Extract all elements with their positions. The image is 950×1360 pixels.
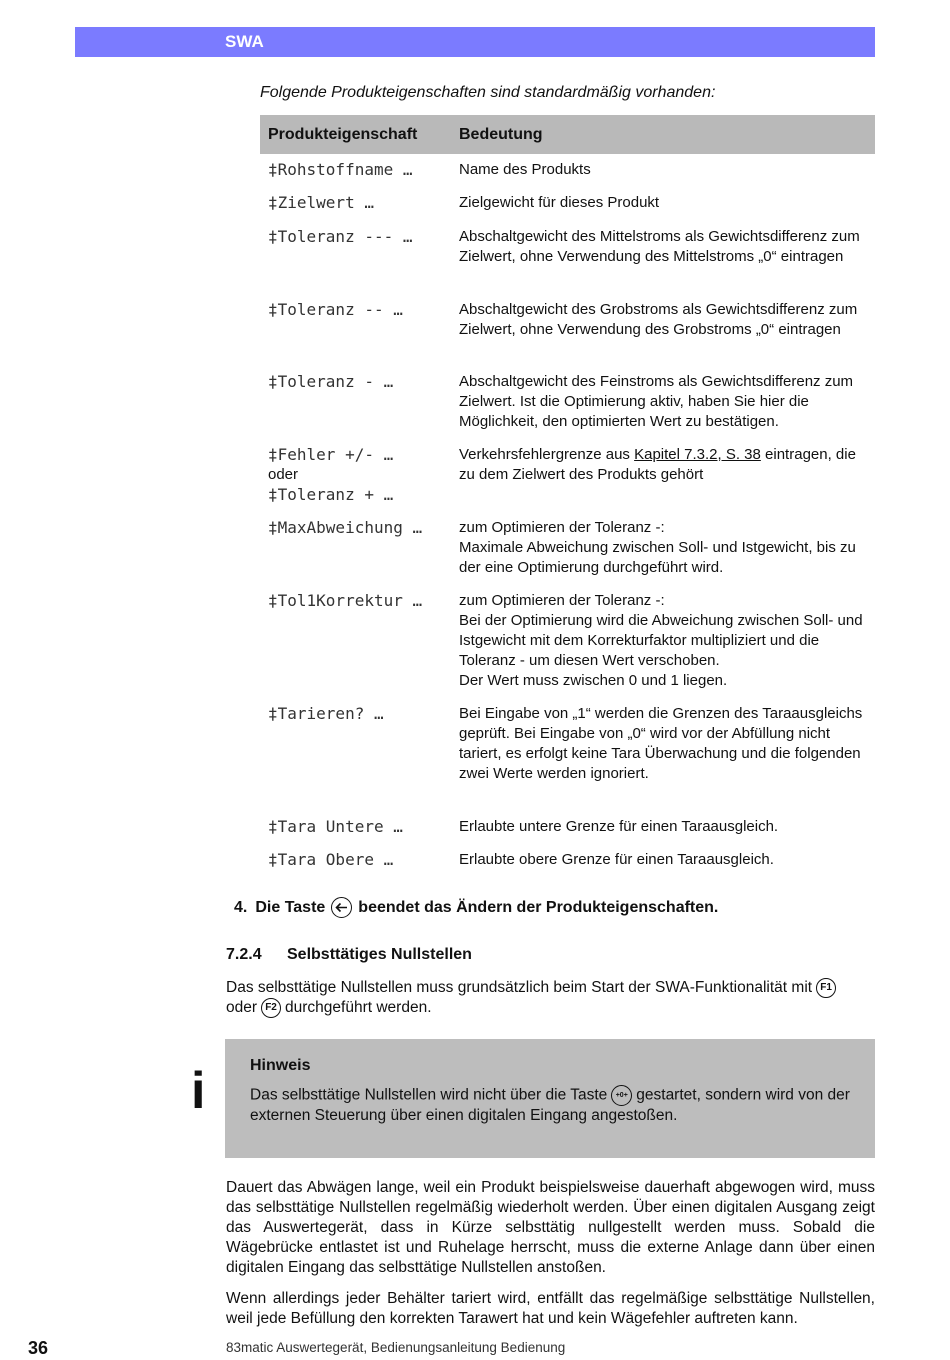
paragraph-abwaegen: Dauert das Abwägen lange, weil ein Produkt beispielsweise dauerhaft abgewogen wird, muss das selbsttätige Nullstellen regelmäßig wiederholt werden. Über einen digitalen Ausgang zeigt das Auswertegerät, dass in Kürze selbsttätig nullgestellt werden muss. Sobald die Wägebrücke entlastet ist und Ruhelage herrscht, muss die externe Anlage dann über einen digitalen Eingang das selbsttätige Nullstellen anstoßen. <box>226 1179 875 1276</box>
property-name: ‡MaxAbweichung … <box>268 518 423 537</box>
meaning-line: zum Optimieren der Toleranz -: <box>459 519 665 536</box>
property-meaning <box>459 591 875 691</box>
step-text-before: Die Taste <box>255 898 326 916</box>
back-arrow-key-icon <box>331 897 352 918</box>
meaning-line: zum Optimieren der Toleranz -: <box>459 592 665 609</box>
section-header-bar <box>75 27 875 57</box>
property-name-alt: ‡Toleranz + … <box>268 485 394 504</box>
zero-key-icon: +0+ <box>611 1085 632 1106</box>
property-meaning: Erlaubte untere Grenze für einen Taraausgleich. <box>459 818 779 835</box>
property-name-primary: ‡Fehler +/- … <box>268 445 394 464</box>
paragraph-tariert: Wenn allerdings jeder Behälter tariert wird, entfällt das regelmäßige selbsttätige Nullstellen, weil jede Befüllung den korrekten Tarawert hat und kein Wägefehler auftreten kann. <box>226 1290 875 1327</box>
property-name: ‡Tol1Korrektur … <box>268 591 423 610</box>
property-or: oder <box>268 466 299 483</box>
paragraph-nullstellen <box>226 978 876 1018</box>
table-row <box>260 591 875 691</box>
table-row <box>260 300 875 340</box>
paragraph-text: oder <box>226 999 258 1017</box>
table-row <box>260 372 875 432</box>
section-number: 7.2.4 <box>226 946 262 963</box>
chapter-link[interactable]: Kapitel 7.3.2, S. 38 <box>634 446 761 463</box>
property-name: ‡Zielwert … <box>268 193 374 212</box>
property-meaning: Zielgewicht für dieses Produkt <box>459 194 660 211</box>
note-text <box>250 1085 850 1126</box>
footer-text: 83matic Auswertegerät, Bedienungsanleitung Bedienung <box>226 1340 566 1355</box>
table-row <box>260 445 875 505</box>
property-name: ‡Tara Obere … <box>268 850 394 869</box>
property-meaning: Abschaltgewicht des Grobstroms als Gewichtsdifferenz zum Zielwert, ohne Verwendung des Grobstroms „0“ eintragen <box>459 301 858 338</box>
note-text-part: gestartet, sondern wird von der externen Steuerung über einen digitalen Eingang angestoßen. <box>250 1086 850 1124</box>
note-title: Hinweis <box>250 1057 311 1074</box>
property-name: ‡Tarieren? … <box>268 704 384 723</box>
table-row <box>260 704 875 784</box>
table-header <box>260 115 875 154</box>
properties-table <box>260 115 875 869</box>
table-row <box>260 227 875 267</box>
property-name: ‡Tara Untere … <box>268 817 403 836</box>
property-meaning: Bei Eingabe von „1“ werden die Grenzen des Taraausgleichs geprüft. Bei Eingabe von „0“ wird vor der Abfüllung nicht tariert, es erfolgt keine Tara Überwachung und die folgenden zwei Werte werden ignoriert. <box>459 705 863 782</box>
property-meaning <box>459 445 875 505</box>
info-icon: i <box>191 1062 206 1120</box>
header-property: Produkteigenschaft <box>268 125 418 143</box>
property-name: ‡Toleranz - … <box>268 372 394 391</box>
f1-key-icon: F1 <box>816 978 836 998</box>
note-box <box>225 1039 875 1158</box>
meaning-text: eintragen, die zu dem Zielwert des Produkts gehört <box>459 446 856 483</box>
step-4 <box>234 897 718 918</box>
meaning-line: Der Wert muss zwischen 0 und 1 liegen. <box>459 672 728 689</box>
intro-text: Folgende Produkteigenschaften sind standardmäßig vorhanden: <box>260 84 716 101</box>
property-meaning <box>459 518 875 578</box>
page-number: 36 <box>28 1338 49 1358</box>
property-name <box>260 445 459 505</box>
header-meaning: Bedeutung <box>459 125 543 143</box>
step-text-after: beendet das Ändern der Produkteigenschaften. <box>358 898 719 916</box>
property-name: ‡Rohstoffname … <box>268 160 413 179</box>
property-meaning: Abschaltgewicht des Mittelstroms als Gewichtsdifferenz zum Zielwert, ohne Verwendung des Mittelstroms „0“ eintragen <box>459 228 860 265</box>
property-meaning: Name des Produkts <box>459 161 591 178</box>
table-row <box>260 850 875 870</box>
table-row <box>260 518 875 578</box>
property-name: ‡Toleranz --- … <box>268 227 413 246</box>
section-header-title: SWA <box>225 32 264 51</box>
table-row <box>260 817 875 837</box>
meaning-line: Bei der Optimierung wird die Abweichung zwischen Soll- und Istgewicht mit dem Korrekturfaktor multipliziert und die Toleranz - um diesen Wert verschoben. <box>459 612 863 669</box>
table-row <box>260 193 875 213</box>
paragraph-text: durchgeführt werden. <box>285 999 432 1017</box>
step-number: 4. <box>234 898 248 916</box>
paragraph-text: Das selbsttätige Nullstellen muss grundsätzlich beim Start der SWA-Funktionalität mit <box>226 979 813 997</box>
section-title: Selbsttätiges Nullstellen <box>287 946 472 963</box>
property-name: ‡Toleranz -- … <box>268 300 403 319</box>
property-meaning: Erlaubte obere Grenze für einen Taraausgleich. <box>459 851 774 868</box>
table-row <box>260 160 875 180</box>
meaning-line: Maximale Abweichung zwischen Soll- und Istgewicht, bis zu der eine Optimierung durchgeführt wird. <box>459 539 856 576</box>
meaning-text: Verkehrsfehlergrenze aus <box>459 446 635 463</box>
f2-key-icon: F2 <box>261 998 281 1018</box>
property-meaning: Abschaltgewicht des Feinstroms als Gewichtsdifferenz zum Zielwert. Ist die Optimierung aktiv, haben Sie hier die Möglichkeit, den optimierten Wert zu bestätigen. <box>459 373 854 430</box>
note-text-part: Das selbsttätige Nullstellen wird nicht über die Taste <box>250 1086 608 1104</box>
